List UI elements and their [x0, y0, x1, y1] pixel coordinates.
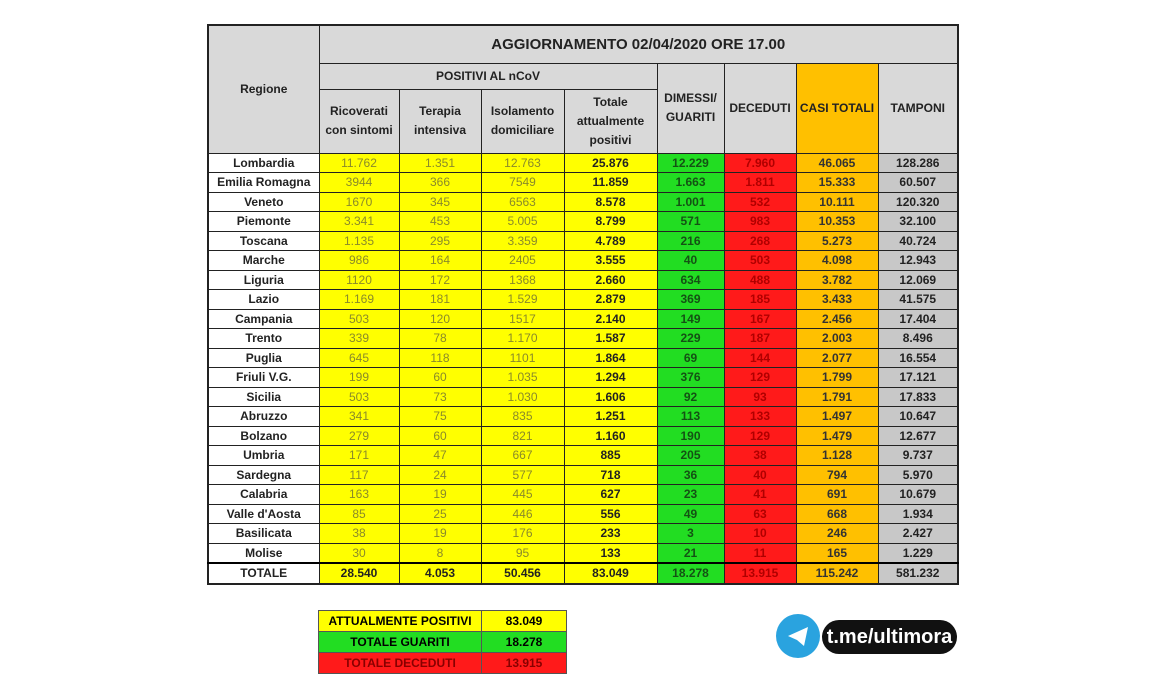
- cell-guariti: 36: [657, 465, 724, 485]
- cell-isolamento: 50.456: [481, 563, 564, 584]
- cell-terapia: 75: [399, 407, 481, 427]
- cell-casi-totali: 2.003: [796, 329, 878, 349]
- cell-casi-totali: 3.433: [796, 290, 878, 310]
- cell-isolamento: 821: [481, 426, 564, 446]
- telegram-channel-link[interactable]: t.me/ultimora: [822, 620, 957, 654]
- cell-region: Liguria: [208, 270, 319, 290]
- cell-guariti: 1.663: [657, 173, 724, 193]
- cell-tamponi: 41.575: [878, 290, 958, 310]
- cell-guariti: 369: [657, 290, 724, 310]
- cell-tamponi: 17.121: [878, 368, 958, 388]
- cell-isolamento: 445: [481, 485, 564, 505]
- cell-tamponi: 581.232: [878, 563, 958, 584]
- table-row: [208, 485, 958, 505]
- table-row: [208, 348, 958, 368]
- table-row: [208, 251, 958, 271]
- cell-isolamento: 1.030: [481, 387, 564, 407]
- cell-isolamento: 835: [481, 407, 564, 427]
- cell-deceduti: 185: [724, 290, 796, 310]
- summary-row: [319, 632, 567, 653]
- cell-isolamento: 1517: [481, 309, 564, 329]
- cell-terapia: 164: [399, 251, 481, 271]
- header-ricoverati: Ricoverati con sintomi: [319, 89, 399, 153]
- cell-totale-positivi: 4.789: [564, 231, 657, 251]
- cell-terapia: 295: [399, 231, 481, 251]
- cell-guariti: 1.001: [657, 192, 724, 212]
- table-row: [208, 153, 958, 173]
- cell-tamponi: 2.427: [878, 524, 958, 544]
- cell-region: Abruzzo: [208, 407, 319, 427]
- cell-deceduti: 93: [724, 387, 796, 407]
- table-title: AGGIORNAMENTO 02/04/2020 ORE 17.00: [319, 25, 958, 63]
- cell-tamponi: 5.970: [878, 465, 958, 485]
- cell-isolamento: 1101: [481, 348, 564, 368]
- cell-guariti: 229: [657, 329, 724, 349]
- cell-deceduti: 187: [724, 329, 796, 349]
- cell-totale-positivi: 133: [564, 543, 657, 563]
- cell-casi-totali: 1.497: [796, 407, 878, 427]
- cell-casi-totali: 15.333: [796, 173, 878, 193]
- cell-guariti: 69: [657, 348, 724, 368]
- cell-deceduti: 11: [724, 543, 796, 563]
- cell-casi-totali: 4.098: [796, 251, 878, 271]
- cell-totale-positivi: 2.140: [564, 309, 657, 329]
- cell-deceduti: 13.915: [724, 563, 796, 584]
- cell-ricoverati: 986: [319, 251, 399, 271]
- cell-guariti: 3: [657, 524, 724, 544]
- cell-ricoverati: 199: [319, 368, 399, 388]
- table-row: [208, 309, 958, 329]
- cell-tamponi: 32.100: [878, 212, 958, 232]
- cell-isolamento: 3.359: [481, 231, 564, 251]
- cell-deceduti: 7.960: [724, 153, 796, 173]
- cell-terapia: 60: [399, 368, 481, 388]
- cell-ricoverati: 503: [319, 387, 399, 407]
- cell-totale-positivi: 11.859: [564, 173, 657, 193]
- table-row: [208, 329, 958, 349]
- cell-casi-totali: 246: [796, 524, 878, 544]
- cell-isolamento: 446: [481, 504, 564, 524]
- cell-casi-totali: 1.128: [796, 446, 878, 466]
- summary-value: 13.915: [482, 653, 567, 674]
- covid-regional-table: [207, 24, 959, 585]
- cell-region: Trento: [208, 329, 319, 349]
- cell-terapia: 25: [399, 504, 481, 524]
- header-totale-positivi: Totale attualmente positivi: [564, 89, 657, 153]
- cell-isolamento: 1.035: [481, 368, 564, 388]
- cell-guariti: 149: [657, 309, 724, 329]
- cell-totale-positivi: 3.555: [564, 251, 657, 271]
- cell-tamponi: 12.943: [878, 251, 958, 271]
- table-row: [208, 524, 958, 544]
- cell-deceduti: 38: [724, 446, 796, 466]
- cell-casi-totali: 115.242: [796, 563, 878, 584]
- cell-guariti: 40: [657, 251, 724, 271]
- cell-region: Sardegna: [208, 465, 319, 485]
- cell-totale-positivi: 885: [564, 446, 657, 466]
- cell-casi-totali: 165: [796, 543, 878, 563]
- cell-deceduti: 41: [724, 485, 796, 505]
- table-row: [208, 504, 958, 524]
- cell-casi-totali: 668: [796, 504, 878, 524]
- cell-isolamento: 176: [481, 524, 564, 544]
- cell-terapia: 24: [399, 465, 481, 485]
- cell-casi-totali: 1.479: [796, 426, 878, 446]
- cell-deceduti: 1.811: [724, 173, 796, 193]
- cell-totale-positivi: 233: [564, 524, 657, 544]
- cell-guariti: 23: [657, 485, 724, 505]
- cell-terapia: 345: [399, 192, 481, 212]
- cell-totale-positivi: 1.864: [564, 348, 657, 368]
- cell-deceduti: 488: [724, 270, 796, 290]
- cell-guariti: 113: [657, 407, 724, 427]
- cell-deceduti: 129: [724, 368, 796, 388]
- cell-casi-totali: 794: [796, 465, 878, 485]
- cell-region: Emilia Romagna: [208, 173, 319, 193]
- cell-casi-totali: 691: [796, 485, 878, 505]
- cell-totale-positivi: 1.587: [564, 329, 657, 349]
- cell-deceduti: 983: [724, 212, 796, 232]
- cell-terapia: 120: [399, 309, 481, 329]
- cell-deceduti: 167: [724, 309, 796, 329]
- cell-isolamento: 667: [481, 446, 564, 466]
- cell-guariti: 376: [657, 368, 724, 388]
- cell-totale-positivi: 627: [564, 485, 657, 505]
- cell-region: Molise: [208, 543, 319, 563]
- cell-region: Basilicata: [208, 524, 319, 544]
- cell-guariti: 571: [657, 212, 724, 232]
- cell-terapia: 172: [399, 270, 481, 290]
- cell-region: Lombardia: [208, 153, 319, 173]
- summary-value: 18.278: [482, 632, 567, 653]
- table-row: [208, 270, 958, 290]
- cell-tamponi: 17.404: [878, 309, 958, 329]
- cell-casi-totali: 10.353: [796, 212, 878, 232]
- cell-casi-totali: 5.273: [796, 231, 878, 251]
- summary-label: TOTALE GUARITI: [319, 632, 482, 653]
- cell-tamponi: 60.507: [878, 173, 958, 193]
- cell-casi-totali: 2.456: [796, 309, 878, 329]
- cell-tamponi: 1.934: [878, 504, 958, 524]
- cell-totale-positivi: 1.294: [564, 368, 657, 388]
- cell-totale-positivi: 8.799: [564, 212, 657, 232]
- cell-deceduti: 268: [724, 231, 796, 251]
- cell-isolamento: 2405: [481, 251, 564, 271]
- table-row: [208, 426, 958, 446]
- header-regione: Regione: [208, 25, 319, 153]
- cell-ricoverati: 30: [319, 543, 399, 563]
- cell-region: Umbria: [208, 446, 319, 466]
- cell-deceduti: 129: [724, 426, 796, 446]
- header-isolamento: Isolamento domiciliare: [481, 89, 564, 153]
- cell-terapia: 181: [399, 290, 481, 310]
- cell-terapia: 19: [399, 524, 481, 544]
- cell-deceduti: 144: [724, 348, 796, 368]
- cell-terapia: 1.351: [399, 153, 481, 173]
- cell-guariti: 12.229: [657, 153, 724, 173]
- cell-tamponi: 40.724: [878, 231, 958, 251]
- cell-tamponi: 1.229: [878, 543, 958, 563]
- cell-region: Toscana: [208, 231, 319, 251]
- cell-tamponi: 16.554: [878, 348, 958, 368]
- cell-region: TOTALE: [208, 563, 319, 584]
- summary-row: [319, 611, 567, 632]
- cell-region: Calabria: [208, 485, 319, 505]
- header-terapia: Terapia intensiva: [399, 89, 481, 153]
- cell-casi-totali: 1.799: [796, 368, 878, 388]
- cell-casi-totali: 1.791: [796, 387, 878, 407]
- cell-casi-totali: 2.077: [796, 348, 878, 368]
- header-dimessi: DIMESSI/ GUARITI: [657, 63, 724, 153]
- cell-ricoverati: 28.540: [319, 563, 399, 584]
- cell-ricoverati: 339: [319, 329, 399, 349]
- cell-tamponi: 12.677: [878, 426, 958, 446]
- table-row: [208, 290, 958, 310]
- cell-guariti: 18.278: [657, 563, 724, 584]
- table-row: [208, 231, 958, 251]
- cell-deceduti: 10: [724, 524, 796, 544]
- total-row: [208, 563, 958, 584]
- cell-totale-positivi: 1.251: [564, 407, 657, 427]
- cell-totale-positivi: 1.160: [564, 426, 657, 446]
- cell-deceduti: 532: [724, 192, 796, 212]
- telegram-icon: [776, 614, 820, 658]
- cell-terapia: 4.053: [399, 563, 481, 584]
- cell-region: Campania: [208, 309, 319, 329]
- cell-terapia: 78: [399, 329, 481, 349]
- cell-casi-totali: 3.782: [796, 270, 878, 290]
- cell-tamponi: 10.679: [878, 485, 958, 505]
- cell-ricoverati: 11.762: [319, 153, 399, 173]
- summary-table: [318, 610, 567, 674]
- cell-casi-totali: 10.111: [796, 192, 878, 212]
- cell-totale-positivi: 556: [564, 504, 657, 524]
- summary-row: [319, 653, 567, 674]
- cell-terapia: 8: [399, 543, 481, 563]
- table-row: [208, 387, 958, 407]
- cell-isolamento: 95: [481, 543, 564, 563]
- cell-region: Veneto: [208, 192, 319, 212]
- cell-isolamento: 577: [481, 465, 564, 485]
- cell-totale-positivi: 718: [564, 465, 657, 485]
- cell-ricoverati: 3944: [319, 173, 399, 193]
- cell-ricoverati: 341: [319, 407, 399, 427]
- cell-guariti: 49: [657, 504, 724, 524]
- cell-guariti: 21: [657, 543, 724, 563]
- cell-guariti: 634: [657, 270, 724, 290]
- table-row: [208, 407, 958, 427]
- cell-tamponi: 120.320: [878, 192, 958, 212]
- cell-ricoverati: 1.169: [319, 290, 399, 310]
- cell-deceduti: 40: [724, 465, 796, 485]
- header-casi-totali: CASI TOTALI: [796, 63, 878, 153]
- cell-ricoverati: 117: [319, 465, 399, 485]
- cell-isolamento: 1.529: [481, 290, 564, 310]
- cell-guariti: 190: [657, 426, 724, 446]
- cell-isolamento: 7549: [481, 173, 564, 193]
- cell-totale-positivi: 83.049: [564, 563, 657, 584]
- cell-region: Bolzano: [208, 426, 319, 446]
- cell-tamponi: 12.069: [878, 270, 958, 290]
- cell-guariti: 216: [657, 231, 724, 251]
- cell-tamponi: 9.737: [878, 446, 958, 466]
- table-row: [208, 173, 958, 193]
- cell-ricoverati: 1.135: [319, 231, 399, 251]
- cell-region: Valle d'Aosta: [208, 504, 319, 524]
- header-positivi: POSITIVI AL nCoV: [319, 63, 657, 89]
- cell-totale-positivi: 1.606: [564, 387, 657, 407]
- cell-tamponi: 17.833: [878, 387, 958, 407]
- cell-tamponi: 128.286: [878, 153, 958, 173]
- cell-deceduti: 133: [724, 407, 796, 427]
- header-deceduti: DECEDUTI: [724, 63, 796, 153]
- cell-totale-positivi: 2.660: [564, 270, 657, 290]
- cell-region: Sicilia: [208, 387, 319, 407]
- cell-region: Lazio: [208, 290, 319, 310]
- cell-terapia: 366: [399, 173, 481, 193]
- cell-terapia: 19: [399, 485, 481, 505]
- table-row: [208, 368, 958, 388]
- cell-region: Piemonte: [208, 212, 319, 232]
- cell-casi-totali: 46.065: [796, 153, 878, 173]
- cell-ricoverati: 645: [319, 348, 399, 368]
- cell-ricoverati: 38: [319, 524, 399, 544]
- cell-tamponi: 8.496: [878, 329, 958, 349]
- cell-deceduti: 63: [724, 504, 796, 524]
- cell-isolamento: 12.763: [481, 153, 564, 173]
- cell-ricoverati: 85: [319, 504, 399, 524]
- cell-isolamento: 5.005: [481, 212, 564, 232]
- cell-totale-positivi: 2.879: [564, 290, 657, 310]
- cell-ricoverati: 3.341: [319, 212, 399, 232]
- cell-tamponi: 10.647: [878, 407, 958, 427]
- cell-ricoverati: 1670: [319, 192, 399, 212]
- cell-isolamento: 6563: [481, 192, 564, 212]
- cell-deceduti: 503: [724, 251, 796, 271]
- header-tamponi: TAMPONI: [878, 63, 958, 153]
- cell-terapia: 47: [399, 446, 481, 466]
- cell-totale-positivi: 8.578: [564, 192, 657, 212]
- table-row: [208, 192, 958, 212]
- cell-guariti: 92: [657, 387, 724, 407]
- cell-ricoverati: 1120: [319, 270, 399, 290]
- cell-ricoverati: 279: [319, 426, 399, 446]
- table-row: [208, 212, 958, 232]
- cell-isolamento: 1368: [481, 270, 564, 290]
- summary-label: ATTUALMENTE POSITIVI: [319, 611, 482, 632]
- cell-terapia: 453: [399, 212, 481, 232]
- cell-terapia: 118: [399, 348, 481, 368]
- cell-terapia: 73: [399, 387, 481, 407]
- cell-region: Puglia: [208, 348, 319, 368]
- table-row: [208, 446, 958, 466]
- table-row: [208, 465, 958, 485]
- summary-value: 83.049: [482, 611, 567, 632]
- summary-label: TOTALE DECEDUTI: [319, 653, 482, 674]
- cell-totale-positivi: 25.876: [564, 153, 657, 173]
- cell-ricoverati: 171: [319, 446, 399, 466]
- cell-ricoverati: 503: [319, 309, 399, 329]
- cell-region: Friuli V.G.: [208, 368, 319, 388]
- cell-ricoverati: 163: [319, 485, 399, 505]
- cell-isolamento: 1.170: [481, 329, 564, 349]
- cell-guariti: 205: [657, 446, 724, 466]
- cell-region: Marche: [208, 251, 319, 271]
- table-row: [208, 543, 958, 563]
- cell-terapia: 60: [399, 426, 481, 446]
